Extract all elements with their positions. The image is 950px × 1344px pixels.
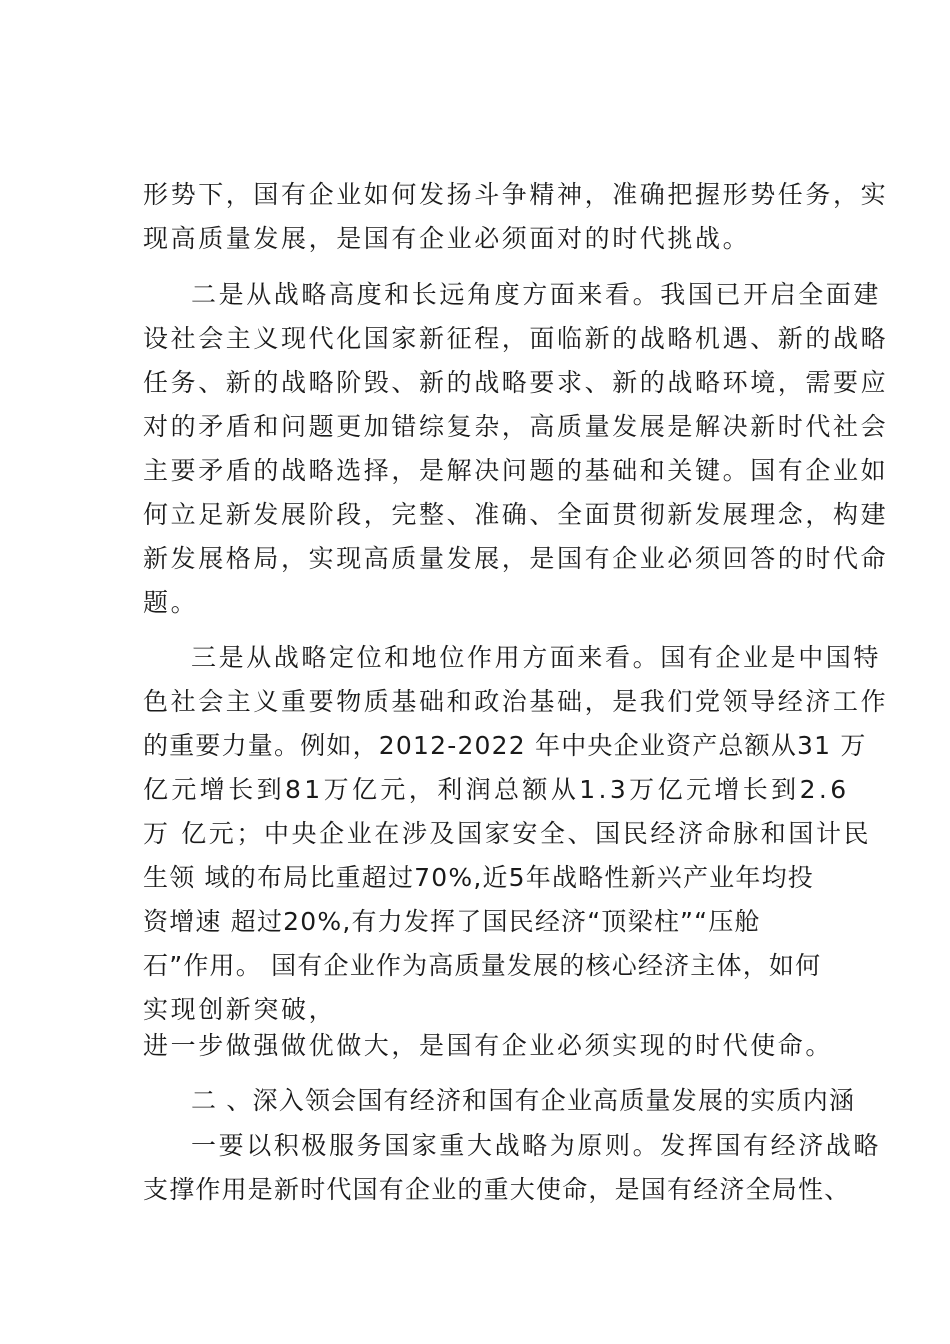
text-line: 万 亿元；中央企业在涉及国家安全、国民经济命脉和国计民 [143,819,872,848]
text-line: 对的矛盾和问题更加错综复杂，高质量发展是解决新时代社会 [143,412,889,441]
text-line: 实现创新突破， [143,995,337,1024]
text-line: 色社会主义重要物质基础和政治基础，是我们党领导经济工作 [143,687,889,716]
text-line: 资增速 超过20%,有力发挥了国民经济“顶梁柱”“压舱 [143,907,761,936]
text-line: 形势下，国有企业如何发扬斗争精神，准确把握形势任务，实 [143,180,889,209]
text-line: 支撑作用是新时代国有企业的重大使命，是国有经济全局性、 [143,1175,851,1204]
text-line: 石”作用。 国有企业作为高质量发展的核心经济主体，如何 [143,951,822,980]
section-heading: 二 、深入领会国有经济和国有企业高质量发展的实质内涵 [191,1086,856,1115]
paragraph-start-line: 三是从战略定位和地位作用方面来看。国有企业是中国特 [191,643,882,672]
text-line: 亿元增长到81万亿元，利润总额从1.3万亿元增长到2.6 [143,775,850,804]
text-line: 进一步做强做优做大，是国有企业必须实现的时代使命。 [143,1031,834,1060]
text-line: 的重要力量。例如，2012-2022 年中央企业资产总额从31 万 [143,731,867,760]
text-line: 现高质量发展，是国有企业必须面对的时代挑战。 [143,224,751,253]
text-line: 任务、新的战略阶毁、新的战略要求、新的战略环境，需要应 [143,368,889,397]
text-line: 新发展格局，实现高质量发展，是国有企业必须回答的时代命 [143,544,889,573]
text-line: 生领 域的布局比重超过70%,近5年战略性新兴产业年均投 [143,863,814,892]
paragraph-start-line: 二是从战略高度和长远角度方面来看。我国已开启全面建 [191,280,882,309]
text-line: 主要矛盾的战略选择，是解决问题的基础和关键。国有企业如 [143,456,889,485]
text-line: 何立足新发展阶段，完整、准确、全面贯彻新发展理念，构建 [143,500,889,529]
text-line: 题。 [143,588,199,617]
text-line: 设社会主义现代化国家新征程，面临新的战略机遇、新的战略 [143,324,889,353]
paragraph-start-line: 一要以积极服务国家重大战略为原则。发挥国有经济战略 [191,1131,882,1160]
